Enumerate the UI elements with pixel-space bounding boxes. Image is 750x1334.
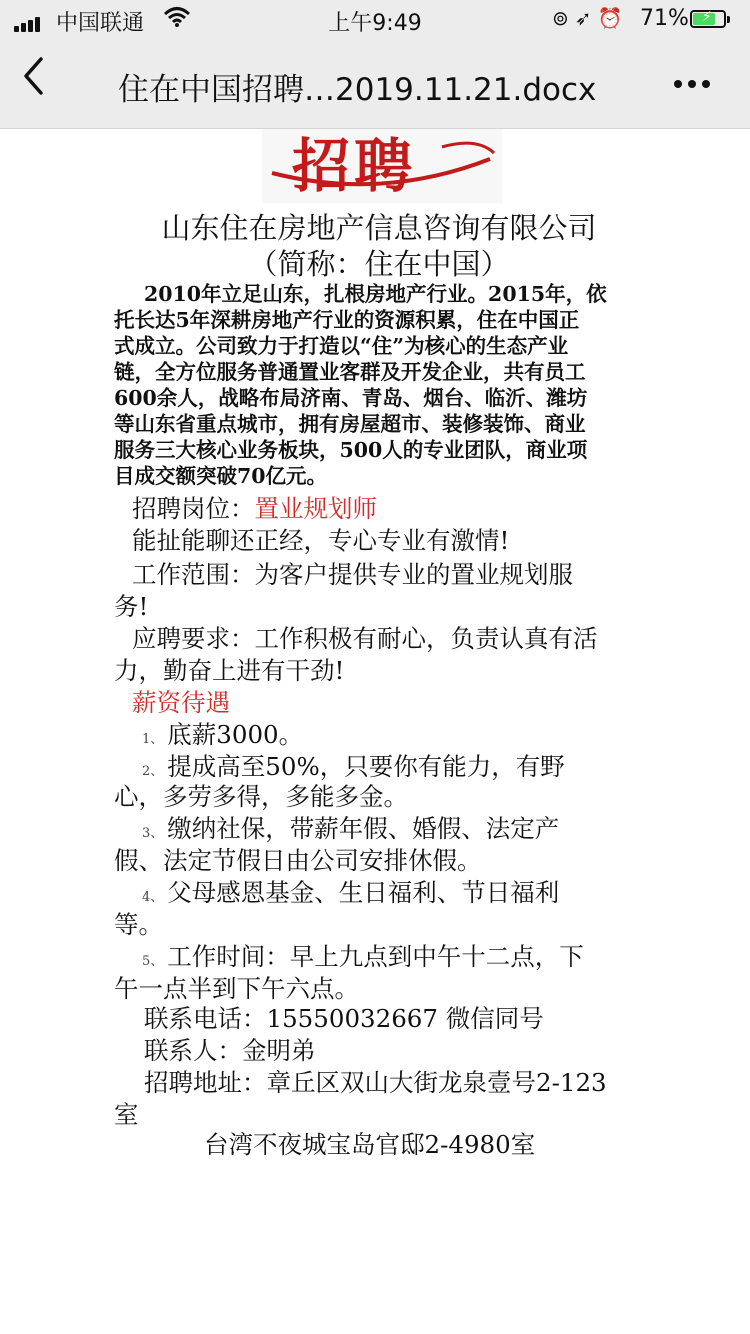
- intro-line: 服务三大核心业务板块，500人的专业团队，商业项: [114, 438, 588, 462]
- requirement-line: 应聘要求：工作积极有耐心，负责认真有活: [132, 624, 598, 653]
- document-title: 住在中国招聘…2019.11.21.docx: [118, 72, 597, 108]
- intro-line: 600余人，战略布局济南、青岛、烟台、临沂、潍坊: [114, 386, 588, 410]
- contact-line: 联系人：金明弟: [144, 1036, 316, 1065]
- carrier-label: 中国联通: [56, 11, 145, 36]
- status-bar: [0, 0, 750, 40]
- logo-text: 招聘: [292, 132, 417, 200]
- intro-line: 2010年立足山东，扎根房地产行业。2015年，依: [144, 282, 607, 306]
- requirement-line: 力，勤奋上进有干劲!: [114, 656, 345, 685]
- address-line: 台湾不夜城宝岛官邸2-4980室: [204, 1130, 536, 1159]
- alarm-icon: ⏰: [597, 6, 629, 30]
- back-arrow-icon[interactable]: [22, 54, 44, 110]
- benefit-number: 1、: [142, 732, 164, 747]
- intro-line: 式成立。公司致力于打造以“住”为核心的生态产业: [114, 334, 569, 358]
- benefit-item: 2、 提成高至50%，只要你有能力，有野: [142, 752, 565, 781]
- orientation-lock-icon: ⊚: [552, 6, 575, 30]
- benefit-item: 1、 底薪3000。: [142, 720, 304, 749]
- nav-bar: [0, 40, 750, 129]
- position-label: 招聘岗位：: [132, 494, 255, 523]
- scope-line: 务!: [114, 592, 149, 621]
- benefit-number: 2、: [142, 764, 164, 779]
- address-line: 招聘地址：章丘区双山大街龙泉壹号2-123: [144, 1068, 607, 1097]
- intro-line: 等山东省重点城市，拥有房屋超市、装修装饰、商业: [114, 412, 586, 436]
- benefit-number: 4、: [142, 890, 164, 905]
- benefit-item: 5、 工作时间：早上九点到中午十二点，下: [142, 942, 584, 971]
- address-line: 室: [114, 1100, 139, 1129]
- battery-percent: 71%: [640, 6, 689, 31]
- logo-swoosh-icon: [262, 129, 502, 203]
- clock: 上午9:49: [328, 11, 422, 36]
- location-icon: ➶: [574, 6, 598, 30]
- recruit-logo: [262, 129, 502, 203]
- benefit-item: 3、 缴纳社保，带薪年假、婚假、法定产: [142, 814, 560, 843]
- benefit-cont: 心，多劳多得，多能多金。: [114, 782, 408, 811]
- benefit-cont: 假、法定节假日由公司安排休假。: [114, 846, 482, 875]
- intro-line: 目成交额突破70亿元。: [114, 464, 328, 488]
- intro-line: 链，全方位服务普通置业客群及开发企业，共有员工: [114, 360, 586, 384]
- more-icon[interactable]: [672, 56, 712, 105]
- benefits-title: 薪资待遇: [132, 688, 230, 717]
- benefit-cont: 午一点半到下午六点。: [114, 974, 359, 1003]
- company-abbr: （简称：住在中国）: [248, 247, 510, 281]
- scope-line: 工作范围：为客户提供专业的置业规划服: [132, 560, 573, 589]
- position-value: 置业规划师: [254, 494, 377, 523]
- slogan: 能扯能聊还正经，专心专业有激情!: [132, 526, 510, 555]
- phone-line: 联系电话：15550032667 微信同号: [144, 1004, 544, 1033]
- intro-line: 托长达5年深耕房地产行业的资源积累，住在中国正: [114, 308, 580, 332]
- benefit-item: 4、 父母感恩基金、生日福利、节日福利: [142, 878, 560, 907]
- battery-icon: ⚡: [690, 10, 726, 28]
- benefit-number: 5、: [142, 954, 164, 969]
- benefit-number: 3、: [142, 826, 164, 841]
- benefit-cont: 等。: [114, 910, 163, 939]
- position-line: [132, 490, 377, 525]
- company-name: 山东住在房地产信息咨询有限公司: [161, 211, 597, 245]
